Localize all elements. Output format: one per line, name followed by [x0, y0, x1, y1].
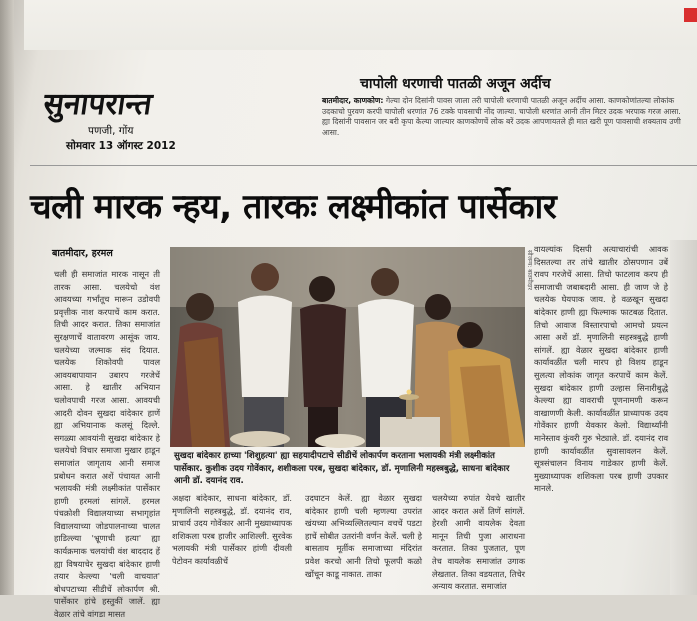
dateline	[66, 124, 176, 154]
newspaper-logo: सुनापरान्त	[41, 87, 155, 122]
page-fold-shadow	[0, 0, 14, 595]
article-column-right: वायल्यांक दिसपी अत्याचारांची आवक दिसतल्या तर तांचे खातीर ठोसपणान उबें रावप गरजेचें आसा. तिचो फाटलाव करप ही समाजाची जबाबदारी आसा. ही जाण जे हे चलयेक घेयपाक जाय. हे वळखून सुखदा बांदेकार हाणी ह्या फिल्माक फाटबळ दितात. तिचो आवाज विस्तारपाचो आमचो प्रयत्न आसा अशें डॉ. मृणालिनी सहस्त्रबुद्धे हाणी सांगलें. ह्या वेळार सुखदा बांदेकार हाणी कार्यावळींत चली मारप हो विशय हाडून सुलत्या लोकांक जागृत करपाचें काम केलें. सुखदा बांदेकार हाणी उल्हास सिनारीबुद्धे केल्ल्या ह्या वावराची पूणनामणी करून वाखाणणी केली. कार्यावळींत प्राध्यापक उदय गोवेंकार हाणी येवकार केलो. विद्यार्थ्यांनी मानेस्ताव कुंवरी गुरु भेट्याले. डॉ. दयानंद राव हाणी कार्यावळींत सुवासावलन केलें. सूत्रसंचालन विनाय गाडेकार हाणी केलें. मुख्याध्यापक शशिकला परब हाणी उपकार मानले.	[534, 244, 668, 494]
article-photo	[170, 247, 525, 447]
top-margin	[24, 0, 697, 50]
photo-credit: सौजन्य: बातमीदार	[526, 250, 533, 290]
article-column-4: चलयेच्या रुपांत येवचे खातीर आदर करात अशें तिणें सांगलें. हेरशी आमी वायलेक देवता मानून तिची पुजा आराधना करतात. तिका पुजतात, पूण तेच वायलेक समाजांत उगाक लेखतात. तिका वडयतात, तिचेर अन्याय करतात. समाजांत	[432, 493, 525, 592]
article-column-1: चली ही समाजांत मारक नासून ती तारक आसा. चलयेचो वंश आवयच्या गर्भांतूच मारून उडोवपी प्रवृत्तीक नाश करपाचें काम करात. तिची आदर करात. तिका समाजांत सुरक्षणाचें वातावरण आसूंक जाय. चलयेच्या जल्माक संद दियात. चलयेक शिकोवपी पावल आवयबापायान उबारप गरजेचें आसा. हे खातीर अभियान चलोवपाची गरज आसा. आवयची आदरी दोवन सुखदा वांदेकार हाणें ह्या अभियानाक कलसूं दिल्ले. सगळ्या आवयांनी सुखदा बांदेकार हे चलयेचो विचार समाजा मुखार हाडून समाजांत जागृताय आनी समाज प्रबोधन करात अशें पंचायत आनी भलायकी मंत्री लक्ष्मीकांत पार्सेकार हाणी हरमलां सांगलें. हरमल पंचक्रोशी विद्यालयाच्या सभागृहांत विद्यालयाच्या जोडपालनाच्या चालत हाडिल्ल्या 'भ्रूणाची हत्या' ह्या कार्यक्रमाक चलयांची वंश बाददाद हें ह्या विषयाचेर सुखदा बांदेकार हाणी तयार केल्ल्या 'चली वाचयात' बोधपटाच्या सीडीचें लोकार्पण श्री. पार्सेकार हांचे हस्तुकीं जालें. ह्या वेळार तांचे वांगडा मासत	[54, 269, 160, 620]
top-story-headline: चापोली धरणाची पातळी अजून अर्दीच	[360, 76, 551, 92]
adjacent-page-strip	[670, 240, 697, 595]
top-story-body	[322, 96, 684, 138]
article-column-2: अक्षदा बांदेकार, साधना बांदेकार, डॉ. मृणालिनी सहस्त्रबुद्धे, डॉ. दयानंद राव, प्राचार्य उदय गोवेंकार आनी मुख्याध्यापक शशिकला परब हाजीर आशिल्ली. सुरवेक भलायकी मंत्री पार्सेकार हांणी दीवली पेटोवन कार्यावळीचें	[172, 493, 292, 566]
dateline-date: सोमवार 13 ऑगस्ट 2012	[66, 140, 176, 152]
article-byline: बातमीदार, हरमल	[52, 248, 113, 259]
top-story-byline: बातमीदार, काणकोण:	[322, 96, 384, 105]
photo-illustration	[170, 247, 525, 447]
dateline-place: पणजी, गोंय	[88, 125, 134, 137]
article-headline: चली मारक न्हय, तारकः लक्ष्मीकांत पार्सेकार	[30, 187, 557, 227]
top-story-text: गेल्या दोन दिसांनी पावस जाला तरी चापोली धरणाची पातळी अजून अर्दीच आसा. काणकोणांतल्या लोकांक उदकाचो पुरवण करपी चापोली धरणांत 76 टक्के पावसाची नोंद जाल्या. चापोली धरणांत आनी तीन मिटर उदक भरपाक गरज आसा. ह्या दिसांनी पावसान जर बरी कृपा केल्या जाल्यार काणकोणचें लोक बरें उदक आपणायतले ही मात खरी पूण पावसाची शक्यताय उणी आसा.	[322, 96, 681, 137]
red-corner-tag	[684, 8, 697, 22]
photo-caption: सुखदा बांदेकार हाच्या 'शिशुहत्या' ह्या सहयादीपटाचे सीडीचें लोकार्पण करताना भलायकी मंत्री लक्ष्मीकांत पार्सेकार. कुशीक उदय गोवेंकार, शशीकला परब, सुखदा बांदेकार, डॉ. मृणालिनी महस्त्रबुद्धे, साधना बांदेकार आनी डॉ. दयानंद राव.	[174, 451, 510, 486]
article-column-3: उदघाटन केलें. ह्या वेळार सुखदा बांदेकार हाणी चली म्हणल्या उपरांत खंयच्या अभिव्यल्लितल्यान वचचें पडटा हाचें सोबीत उतरांनी वर्णन केलें. चली हे बासताय मूर्तीक समाजाच्या मंदिरांत प्रवेश करचो आनी तिचो फूलपी कळो खोंचून काडू नाकात. ताका	[305, 493, 422, 579]
section-divider	[30, 165, 697, 166]
